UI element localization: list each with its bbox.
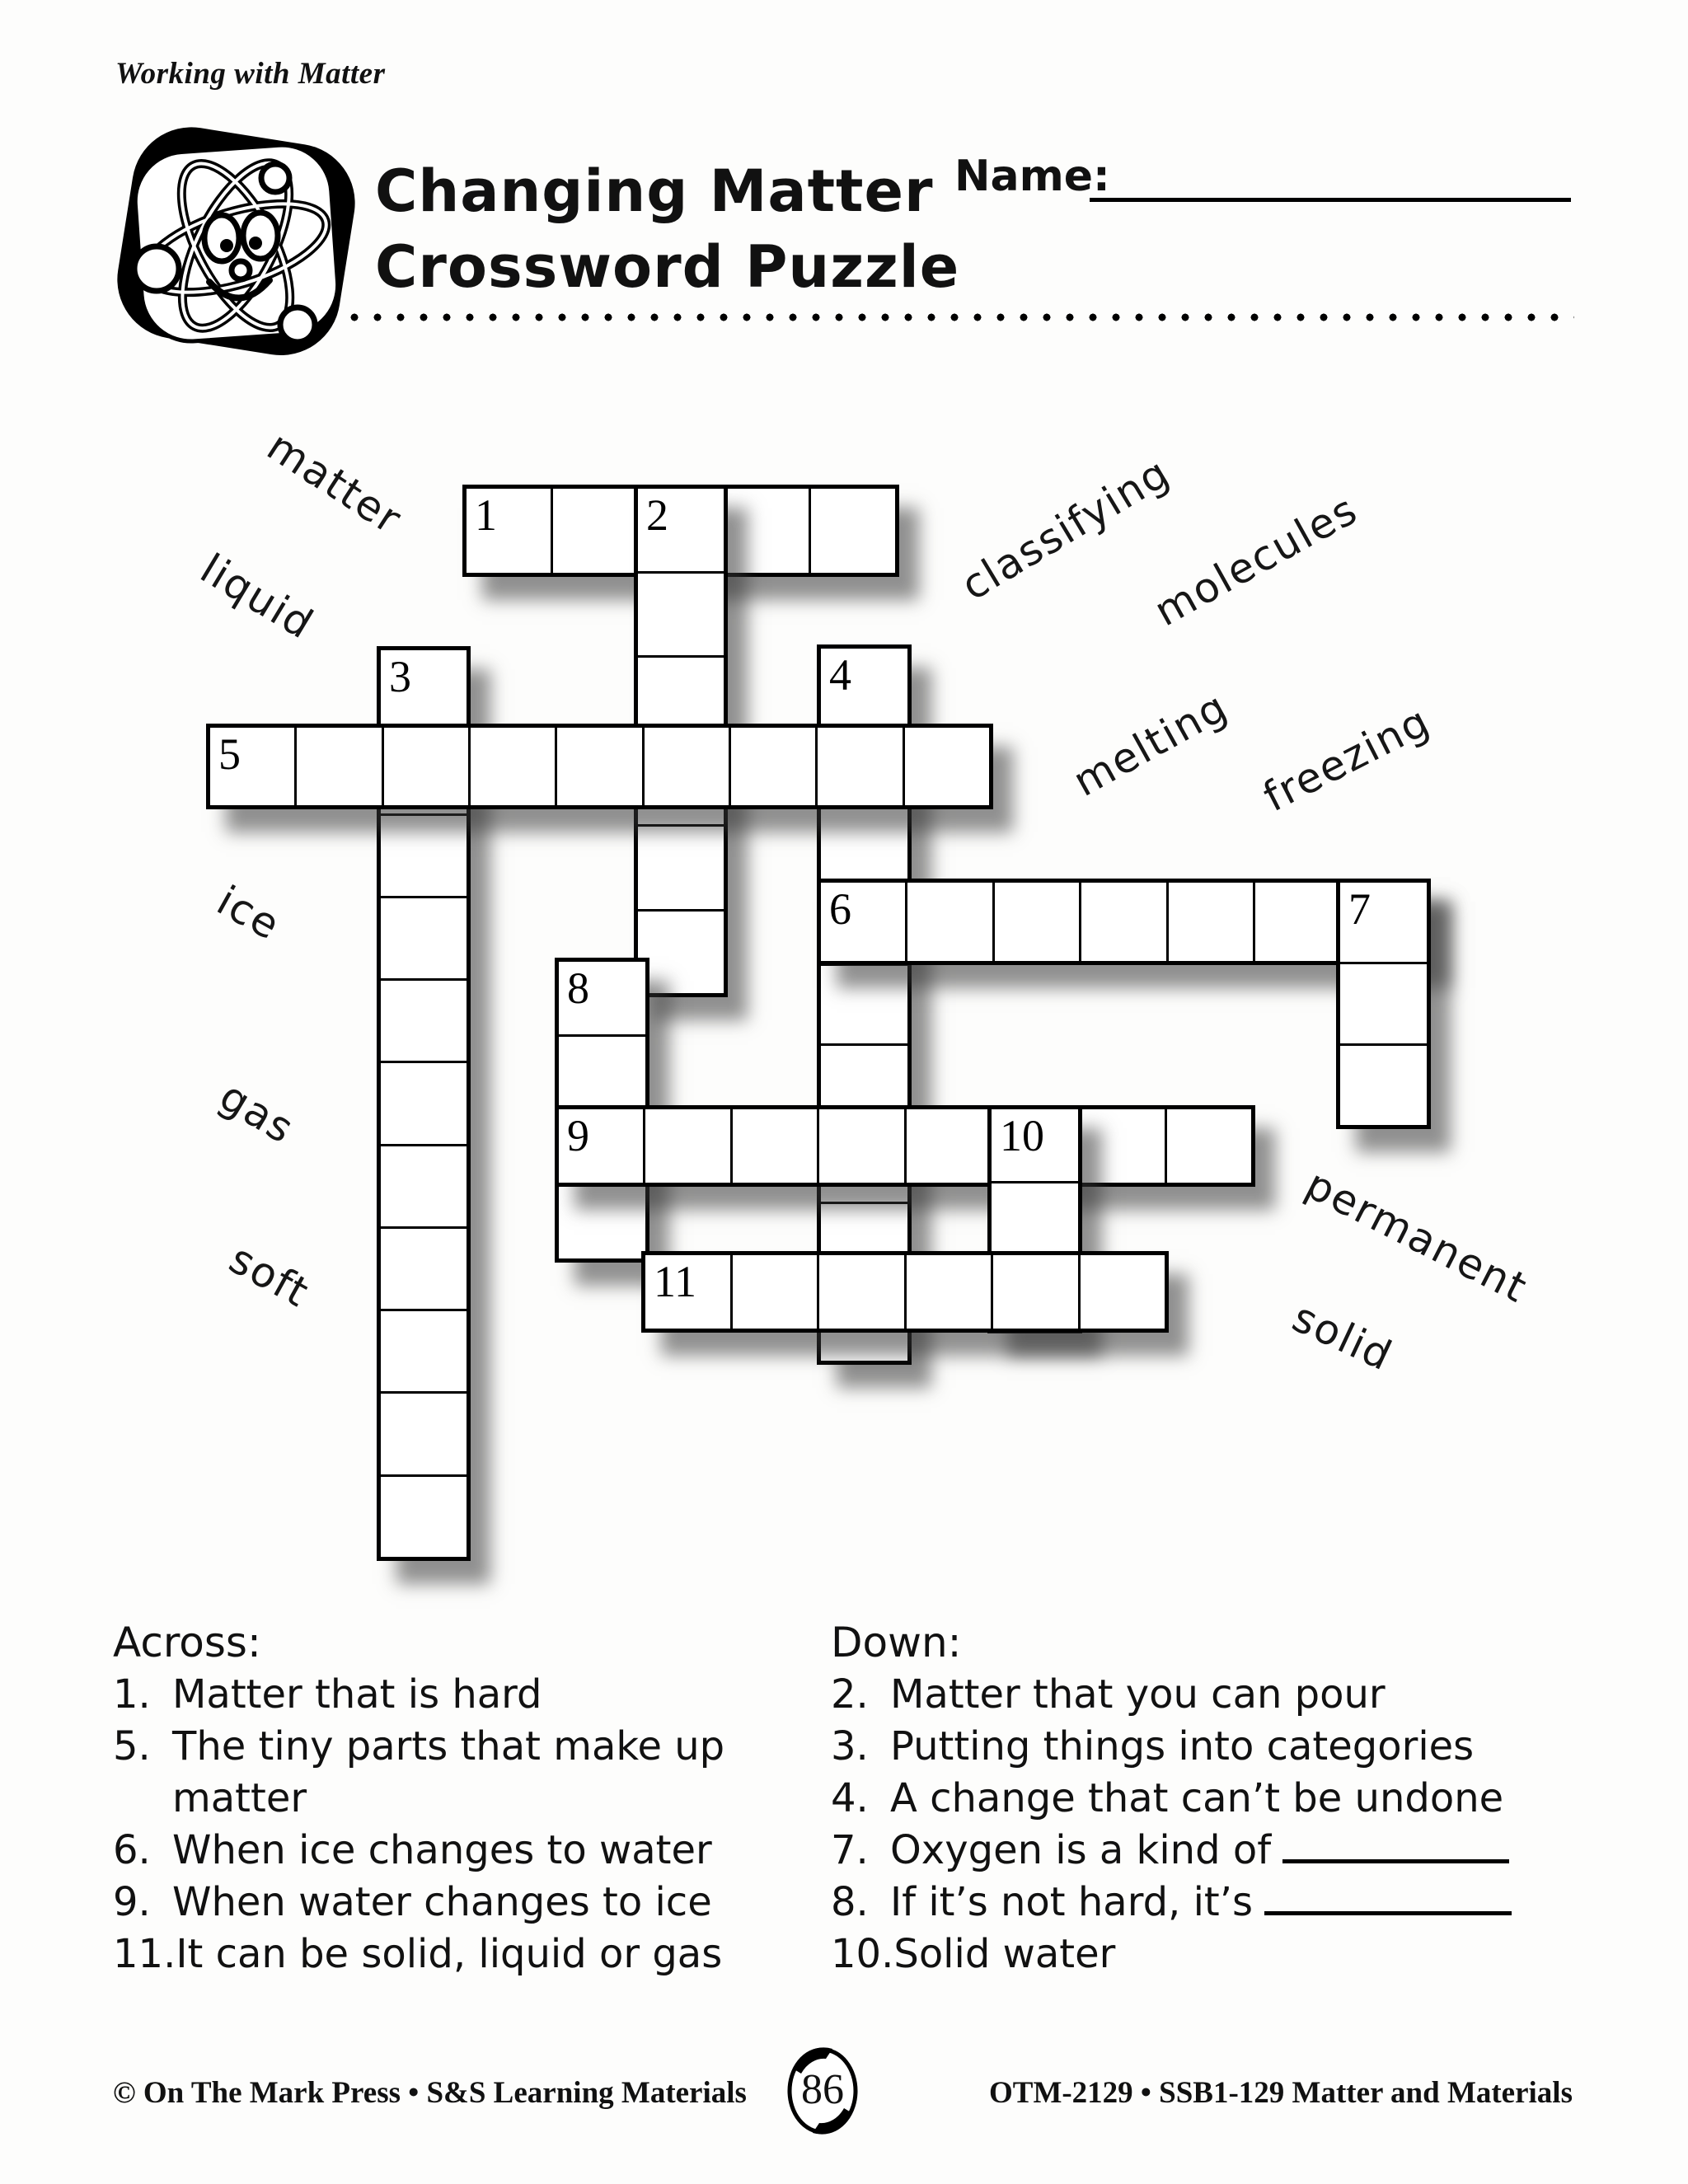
crossword-cell-down-3-10[interactable] [381, 1474, 467, 1557]
crossword-cell-across-1-3[interactable] [723, 489, 809, 573]
across-clue-11 [113, 1929, 830, 1980]
clue-text: Matter that you can pour [890, 1671, 1386, 1718]
clue-text: When ice changes to water [172, 1827, 712, 1873]
clue-text: The tiny parts that make up matter [172, 1723, 725, 1821]
crossword-cell-across-11-5[interactable] [1078, 1255, 1165, 1329]
across-clue-9 [113, 1877, 830, 1929]
grid-number-4: 4 [829, 650, 851, 700]
word-strip-across-9 [555, 1105, 1255, 1187]
down-clue-3 [831, 1721, 1655, 1773]
crossword-cell-across-11-3[interactable] [904, 1255, 992, 1329]
clue-text: Solid water [893, 1931, 1116, 1977]
crossword-cell-across-9-4[interactable] [904, 1109, 991, 1183]
clue-number: 5. [113, 1723, 151, 1769]
clue-text: If it’s not hard, it’s [890, 1877, 1655, 1929]
crossword-cell-across-5-2[interactable] [382, 728, 468, 805]
across-heading: Across: [113, 1619, 261, 1666]
crossword-cell-down-3-4[interactable] [381, 978, 467, 1061]
across-clue-6 [113, 1825, 830, 1877]
crossword-cell-across-6-1[interactable] [905, 883, 992, 961]
word-strip-across-5 [206, 724, 993, 809]
atom-mascot-icon [106, 112, 377, 388]
word-bank-word-liquid: liquid [192, 544, 322, 649]
word-bank-word-molecules: molecules [1146, 485, 1366, 636]
crossword-cell-down-8-1[interactable] [559, 1034, 645, 1109]
grid-number-10: 10 [1000, 1111, 1044, 1160]
grid-number-11: 11 [654, 1257, 696, 1306]
crossword-cell-down-2-4[interactable] [638, 824, 724, 909]
word-bank-word-matter: matter [258, 422, 411, 544]
crossword-cell-down-3-9[interactable] [381, 1391, 467, 1474]
crossword-cell-across-6-3[interactable] [1079, 883, 1165, 961]
crossword-cell-across-6-5[interactable] [1253, 883, 1339, 961]
crossword-cell-down-8-0[interactable] [559, 962, 645, 1034]
crossword-cell-across-5-8[interactable] [903, 728, 989, 805]
crossword-cell-down-4-0[interactable] [821, 649, 907, 725]
crossword-cell-across-1-1[interactable] [551, 489, 637, 573]
crossword-cell-down-2-1[interactable] [638, 571, 724, 656]
grid-number-7: 7 [1348, 884, 1371, 934]
down-clue-8 [831, 1877, 1655, 1929]
grid-number-1: 1 [475, 490, 497, 540]
down-clue-10 [831, 1929, 1655, 1980]
word-bank-word-melting: melting [1065, 682, 1236, 806]
crossword-cell-down-10-0[interactable] [992, 1109, 1078, 1181]
crossword-cell-down-2-0[interactable] [638, 489, 724, 571]
crossword-cell-down-3-7[interactable] [381, 1226, 467, 1309]
crossword-cell-across-5-1[interactable] [294, 728, 381, 805]
crossword-cell-across-11-0[interactable] [645, 1255, 730, 1329]
clue-number: 10. [831, 1931, 894, 1977]
clue-text: It can be solid, liquid or gas [176, 1931, 723, 1977]
crossword-cell-down-3-2[interactable] [381, 813, 467, 896]
across-clues-section [113, 1617, 830, 1980]
clue-number: 2. [831, 1671, 869, 1718]
clue-number: 11. [113, 1931, 176, 1977]
clue-number: 4. [831, 1775, 869, 1821]
clue-number: 3. [831, 1723, 869, 1769]
down-clue-list [831, 1669, 1655, 1980]
crossword-cell-across-5-3[interactable] [468, 728, 555, 805]
crossword-cell-down-3-5[interactable] [381, 1061, 467, 1143]
clue-text: When water changes to ice [172, 1879, 712, 1925]
clue-text: A change that can’t be undone [890, 1775, 1504, 1821]
crossword-cell-across-9-2[interactable] [730, 1109, 817, 1183]
grid-number-3: 3 [389, 652, 411, 701]
crossword-cell-across-11-4[interactable] [991, 1255, 1078, 1329]
crossword-cell-across-9-7[interactable] [1165, 1109, 1251, 1183]
word-bank-word-ice: ice [209, 876, 289, 950]
grid-number-5: 5 [218, 729, 241, 779]
word-bank-word-solid: solid [1285, 1293, 1400, 1380]
crossword-cell-down-7-1[interactable] [1340, 962, 1427, 1043]
copyright-text: © On The Mark Press • S&S Learning Materials [113, 2076, 747, 2110]
dotted-divider [321, 312, 1574, 323]
grid-number-9: 9 [567, 1111, 589, 1160]
clue-number: 9. [113, 1879, 151, 1925]
clue-text: Oxygen is a kind of [890, 1825, 1655, 1877]
crossword-cell-down-3-6[interactable] [381, 1144, 467, 1226]
crossword-cell-down-10-1[interactable] [992, 1181, 1078, 1255]
catalog-number-text: OTM-2129 • SSB1-129 Matter and Materials [988, 2076, 1573, 2110]
answer-blank-line[interactable] [1282, 1826, 1509, 1863]
grid-number-8: 8 [567, 963, 589, 1013]
worksheet-title [375, 153, 959, 305]
word-strip-down-7 [1336, 879, 1431, 1129]
word-bank-word-soft: soft [221, 1235, 318, 1317]
crossword-cell-across-6-0[interactable] [821, 883, 905, 961]
clue-number: 6. [113, 1827, 151, 1873]
page-number: 86 [801, 2066, 844, 2113]
crossword-cell-across-6-2[interactable] [992, 883, 1079, 961]
clue-number: 8. [831, 1879, 869, 1925]
title-line2: Crossword Puzzle [375, 233, 960, 301]
crossword-cell-down-8-3[interactable] [559, 1183, 645, 1258]
crossword-cell-across-5-5[interactable] [642, 728, 729, 805]
word-bank-word-classifying: classifying [953, 448, 1179, 610]
crossword-cell-across-5-0[interactable] [210, 728, 294, 805]
down-clues-section [831, 1617, 1655, 1980]
crossword-cell-down-4-2[interactable] [821, 805, 907, 884]
crossword-cell-across-11-2[interactable] [817, 1255, 904, 1329]
across-clue-list [113, 1669, 830, 1980]
grid-number-2: 2 [646, 490, 668, 540]
crossword-cell-down-7-2[interactable] [1340, 1043, 1427, 1125]
name-input-line[interactable] [1090, 198, 1571, 202]
crossword-cell-across-5-4[interactable] [555, 728, 641, 805]
down-clue-7 [831, 1825, 1655, 1877]
crossword-cell-across-9-1[interactable] [643, 1109, 729, 1183]
answer-blank-line[interactable] [1264, 1878, 1512, 1915]
crossword-cell-across-5-7[interactable] [815, 728, 902, 805]
grid-number-6: 6 [829, 884, 851, 934]
across-clue-1 [113, 1669, 830, 1721]
crossword-cell-across-1-0[interactable] [467, 489, 551, 573]
crossword-cell-across-6-4[interactable] [1166, 883, 1253, 961]
crossword-cell-down-4-4[interactable] [821, 963, 907, 1043]
across-clue-5 [113, 1721, 830, 1825]
clue-text: Putting things into categories [890, 1723, 1475, 1769]
down-clue-2 [831, 1669, 1655, 1721]
down-clue-4 [831, 1773, 1655, 1825]
crossword-cell-down-3-3[interactable] [381, 896, 467, 978]
word-bank-word-freezing: freezing [1255, 696, 1438, 822]
crossword-cell-across-9-3[interactable] [817, 1109, 903, 1183]
title-line1: Changing Matter [375, 157, 934, 225]
name-label: Name: [954, 152, 1110, 201]
clue-text: Matter that is hard [172, 1671, 542, 1718]
crossword-cell-across-9-6[interactable] [1077, 1109, 1164, 1183]
crossword-cell-down-3-0[interactable] [381, 650, 467, 730]
down-heading: Down: [831, 1619, 962, 1666]
crossword-cell-across-11-1[interactable] [730, 1255, 818, 1329]
crossword-cell-down-3-8[interactable] [381, 1309, 467, 1391]
clue-number: 7. [831, 1827, 869, 1873]
word-strip-across-11 [641, 1251, 1169, 1333]
word-bank-word-gas: gas [211, 1071, 303, 1154]
clue-number: 1. [113, 1671, 151, 1718]
word-bank-word-permanent: permanent [1298, 1160, 1536, 1313]
book-section-header: Working with Matter [115, 57, 386, 91]
crossword-cell-across-5-6[interactable] [729, 728, 815, 805]
crossword-cell-down-7-0[interactable] [1340, 883, 1427, 962]
crossword-cell-across-9-0[interactable] [559, 1109, 643, 1183]
page-number-badge [785, 2046, 860, 2136]
crossword-cell-across-1-4[interactable] [809, 489, 895, 573]
crossword-cell-down-2-5[interactable] [638, 909, 724, 994]
